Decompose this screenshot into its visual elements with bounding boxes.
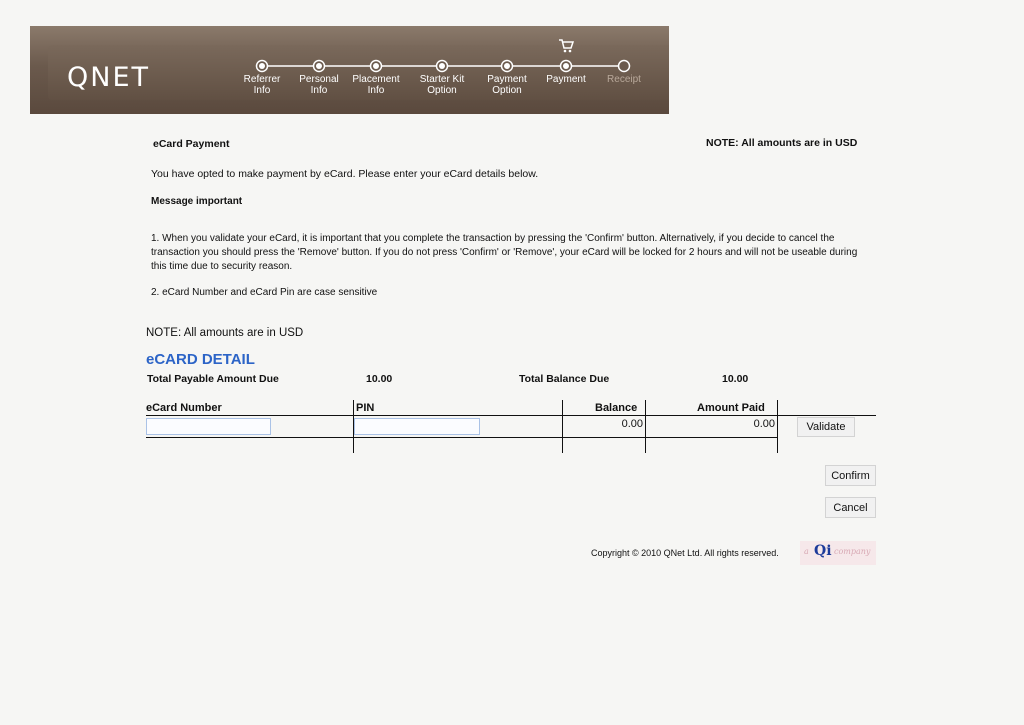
ecard-number-input[interactable]: [146, 418, 271, 435]
ecard-pin-input[interactable]: [354, 418, 480, 435]
step-label-line: Payment: [546, 74, 586, 85]
step-dot-personal: [314, 61, 325, 72]
col-header-balance: Balance: [595, 402, 638, 414]
step-label-line: Referrer: [243, 74, 281, 85]
note-top: NOTE: All amounts are in USD: [706, 137, 858, 149]
step-label-line: Info: [367, 85, 385, 96]
table-header-rule: [146, 415, 876, 416]
col-header-amount-paid: Amount Paid: [697, 402, 765, 414]
step-dot-starter-kit: [437, 61, 448, 72]
step-label-starter-kit: [410, 74, 474, 96]
qi-logo: Qi: [814, 543, 832, 559]
col-header-ecard-number: eCard Number: [146, 402, 222, 414]
page-title: eCard Payment: [153, 138, 230, 150]
col-header-pin: PIN: [356, 402, 375, 414]
cancel-button[interactable]: Cancel: [825, 497, 876, 518]
step-label-receipt: [592, 74, 656, 85]
step-dot-placement: [371, 61, 382, 72]
intro-text: You have opted to make payment by eCard. Please enter your eCard details below.: [151, 168, 539, 180]
table-bottom-rule: [146, 437, 778, 438]
balance-value: 0.00: [621, 418, 643, 430]
step-label-line: Payment: [487, 74, 527, 85]
message-1: 1. When you validate your eCard, it is important that you complete the transaction by pressing the 'Confirm' button. Alternatively, if you decide to cancel the transaction you should press the 'Remove' button. If you do not press 'Confirm' or 'Remove', your eCard will be locked for 2 hours and will not be useable during this time due to security reason.: [151, 233, 858, 272]
step-label-payment-option: [475, 74, 539, 96]
qnet-logo: QNET: [67, 62, 151, 93]
step-label-line: Placement: [352, 74, 400, 85]
step-dot-payment: [561, 61, 572, 72]
step-label-line: Personal: [299, 74, 339, 85]
badge-company: company: [834, 547, 871, 556]
qi-company-badge: [800, 541, 876, 565]
step-label-placement: [344, 74, 408, 96]
total-balance-value: 10.00: [722, 373, 749, 385]
shopping-cart-icon: [558, 39, 574, 53]
total-payable-label: Total Payable Amount Due: [147, 373, 279, 385]
col-divider: [777, 400, 778, 453]
header-banner: [30, 26, 669, 114]
step-label-payment: [534, 74, 598, 85]
message-heading: Message important: [151, 196, 243, 207]
step-label-line: Info: [253, 85, 271, 96]
total-balance-label: Total Balance Due: [519, 373, 610, 385]
step-dot-payment-option: [502, 61, 513, 72]
step-label-referrer: [230, 74, 294, 96]
ecard-detail-title: eCARD DETAIL: [146, 351, 255, 368]
step-label-line: Receipt: [607, 74, 641, 85]
step-dot-receipt: [619, 61, 630, 72]
note-bottom: NOTE: All amounts are in USD: [146, 327, 304, 339]
badge-a: a: [804, 547, 809, 556]
step-label-line: Starter Kit: [419, 74, 465, 85]
confirm-button[interactable]: Confirm: [825, 465, 876, 486]
copyright-text: Copyright © 2010 QNet Ltd. All rights reserved.: [591, 548, 779, 558]
step-label-line: Info: [310, 85, 328, 96]
step-label-personal: [287, 74, 351, 96]
message-2: 2. eCard Number and eCard Pin are case sensitive: [151, 287, 378, 298]
col-divider: [645, 400, 646, 453]
step-label-line: Option: [492, 85, 522, 96]
step-dot-referrer: [257, 61, 268, 72]
amount-paid-value: 0.00: [753, 418, 775, 430]
total-payable-value: 10.00: [366, 373, 393, 385]
col-divider: [562, 400, 563, 453]
validate-button[interactable]: Validate: [797, 417, 855, 437]
step-label-line: Option: [427, 85, 457, 96]
